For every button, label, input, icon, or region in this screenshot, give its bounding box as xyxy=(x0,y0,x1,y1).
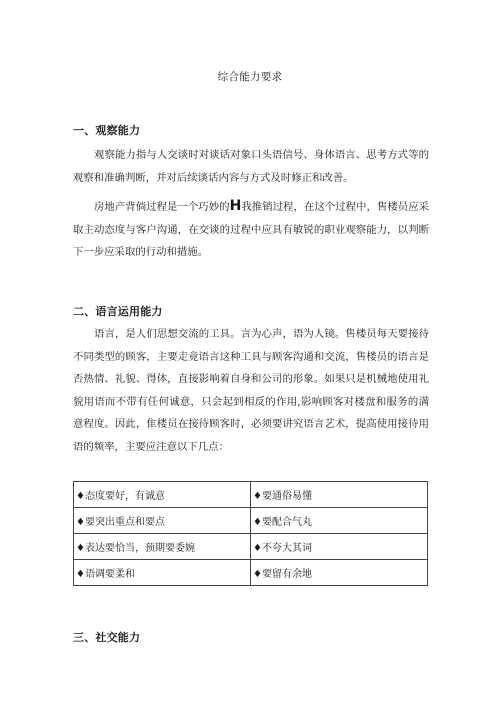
section-heading-social: 三、社交能力 xyxy=(73,631,141,644)
table-cell: ♦要通俗易懂 xyxy=(251,482,428,508)
paragraph-language-intro: 语言，是人们思想交流的工具。言为心声，语为人镜。售楼员每天要接待不同类型的顾客，主要走竟语言这种工具与顾客沟通和交流，售楼员的语言是否热情、礼貌、得体，直接影响着自身和公司的形象。如果只是机械地使用礼貌用语而不带有任何诚意，只会起到相反的作用,影响顾客对楼盘和服务的满意程度。因此，隹楼员在接待顾客时，必须要讲究语言艺术，提高使用接待用语的频率，主要应注意以下几点： xyxy=(73,328,429,453)
paragraph-observation-definition: 观察能力指与人交谈时对谈话对象口头语信号、身体语言、思考方式等的观察和准确判断，并对后续谈话内容与方式及时修正和改善。 xyxy=(73,149,429,184)
table-cell: ♦要配合气丸 xyxy=(251,508,428,534)
language-points-table xyxy=(73,481,428,586)
table-cell: ♦态度要好，有诚意 xyxy=(74,482,251,508)
table-cell: ♦要留有余地 xyxy=(251,560,428,586)
table-row xyxy=(74,534,428,560)
table-row xyxy=(74,482,428,508)
paragraph-text-after: 我推销过程，在这个过程中，售楼员应采取主动态度与客户沟通，在交谈的过程中应具有敏锐的职业观察能力，以判断下一步应采取的行动和措施。 xyxy=(73,201,430,258)
section-heading-language: 二、语言运用能力 xyxy=(73,305,163,318)
table-cell: ♦不夸大其词 xyxy=(251,534,428,560)
table-row xyxy=(74,560,428,586)
highlight-letter: H xyxy=(229,198,242,214)
table-cell: ♦要突出重点和要点 xyxy=(74,508,251,534)
paragraph-text-before: 房地产背倘过程是一个巧妙的 xyxy=(94,201,230,213)
paragraph-observation-process xyxy=(73,196,429,264)
section-heading-observation: 一、观察能力 xyxy=(73,124,141,137)
table-cell: ♦表达要恰当，预期要委婉 xyxy=(74,534,251,560)
document-title: 综合能力要求 xyxy=(217,71,283,83)
table-row xyxy=(74,508,428,534)
table-cell: ♦语调要柔和 xyxy=(74,560,251,586)
